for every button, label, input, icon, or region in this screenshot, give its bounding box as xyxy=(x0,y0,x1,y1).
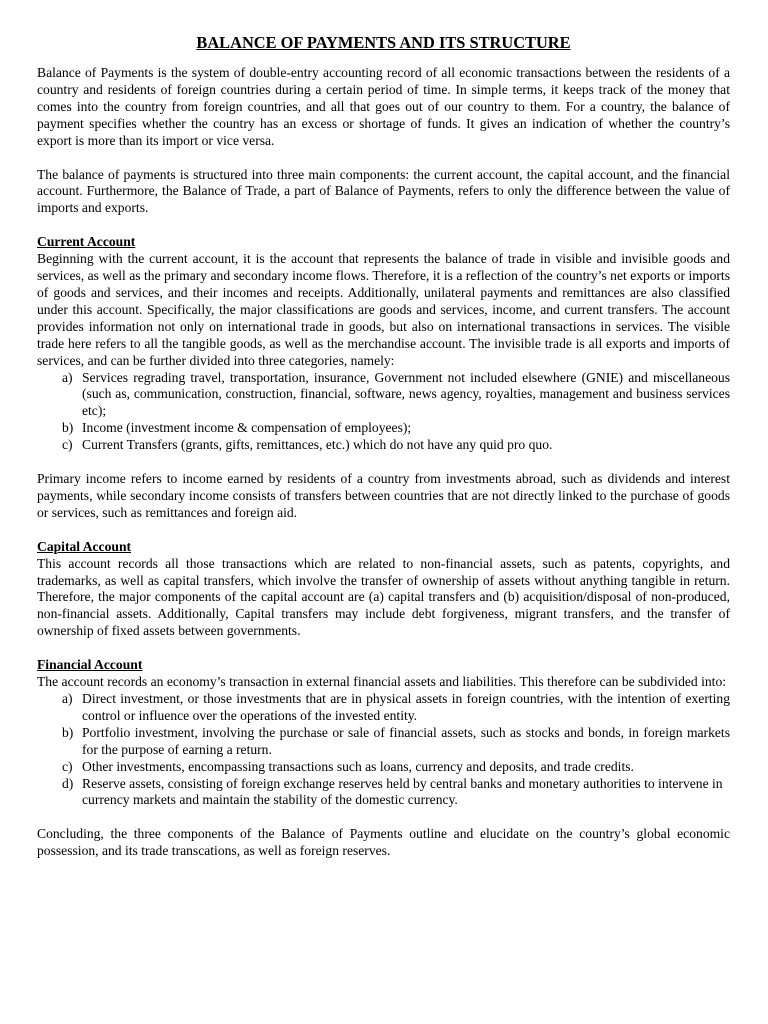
current-account-body: Beginning with the current account, it is the account that represents the balance of trade in visible and invisible goods and services, as well as the primary and secondary income flows. Therefore, it is a reflection of the country’s net exports or imports of goods and services, and their incomes and receipts. Additionally, unilateral payments and remittances are also classified under this account. Specifically, the major classifications are goods and services, income, and current transfers. The account provides information not only on international trade in goods, but also on international transactions in services. The visible trade here refers to all the tangible goods, as well as the merchandise account. The invisible trade is all exports and imports of services, and can be further divided into three categories, namely: xyxy=(37,251,730,368)
list-item-text: Income (investment income & compensation of employees); xyxy=(82,420,412,436)
list-item-text: Reserve assets, consisting of foreign exchange reserves held by central banks and monetary authorities to intervene in currency markets and maintain the stability of the domestic currency. xyxy=(82,775,723,808)
list-marker: a) xyxy=(62,369,73,385)
capital-account-heading: Capital Account xyxy=(37,538,132,554)
financial-account-list xyxy=(37,691,730,809)
intro-paragraph-2: The balance of payments is structured into three main components: the current account, the capital account, and the financial account. Furthermore, the Balance of Trade, a part of Balance of Payments, refers to only the difference between the value of imports and exports. xyxy=(37,166,730,216)
financial-account-body: The account records an economy’s transaction in external financial assets and liabilities. This therefore can be subdivided into: xyxy=(37,674,727,690)
conclusion-paragraph: Concluding, the three components of the Balance of Payments outline and elucidate on the country’s global economic possession, and its trade transcations, as well as foreign reserves. xyxy=(37,826,730,859)
list-marker: b) xyxy=(62,724,74,740)
list-marker: c) xyxy=(62,437,73,453)
list-item xyxy=(37,370,730,421)
current-account-heading: Current Account xyxy=(37,234,136,250)
list-item xyxy=(37,437,730,454)
list-marker: d) xyxy=(62,775,74,791)
income-explanation-paragraph: Primary income refers to income earned by residents of a country from investments abroad, such as dividends and interest payments, while secondary income consists of transfers between countries that are not directly linked to the purchase of goods or services, such as remittances and foreign aid. xyxy=(37,471,730,520)
list-item xyxy=(37,776,730,810)
list-item-text: Current Transfers (grants, gifts, remittances, etc.) which do not have any quid pro quo. xyxy=(82,437,553,453)
financial-account-heading: Financial Account xyxy=(37,657,143,673)
list-marker: a) xyxy=(62,691,73,706)
intro-paragraph-1: Balance of Payments is the system of double-entry accounting record of all economic transactions between the residents of a country and residents of foreign countries during a certain period of time. In simple terms, it keeps track of the money that comes into the country from foreign countries, and all that goes out of our country to them. For a country, the balance of payment specifies whether the country has an excess or shortage of funds. It gives an indication of whether the country’s export is more than its import or vice versa. xyxy=(37,65,730,148)
list-item-text: Services regrading travel, transportation, insurance, Government not included elsewhere (GNIE) and miscellaneous (such as, communication, construction, financial, software, news agency, royalties, management and business services etc); xyxy=(82,369,730,419)
list-marker: b) xyxy=(62,420,74,436)
capital-account-body: This account records all those transactions which are related to non-financial assets, such as patents, copyrights, and trademarks, as well as capital transfers, which involve the transfer of ownership of assets without anything tangible in return. Therefore, the major components of the capital account are (a) capital transfers and (b) acquisition/disposal of non-produced, non-financial assets. Additionally, Capital transfers may include debt forgiveness, migrant transfers, and the transfer of ownership of fixed assets between governments. xyxy=(37,555,730,639)
list-item-text: Portfolio investment, involving the purchase or sale of financial assets, such as stocks and bonds, in foreign markets for the purpose of earning a return. xyxy=(82,724,730,757)
document-title: BALANCE OF PAYMENTS AND ITS STRUCTURE xyxy=(196,33,571,52)
list-item xyxy=(37,691,730,725)
list-item-text: Other investments, encompassing transactions such as loans, currency and deposits, and trade credits. xyxy=(82,758,634,774)
list-item xyxy=(37,725,730,759)
list-item xyxy=(37,420,730,437)
current-account-list xyxy=(37,370,730,455)
list-item-text: Direct investment, or those investments that are in physical assets in foreign countries, with the intention of exerting control or influence over the operations of the invested entity. xyxy=(82,691,730,723)
list-item xyxy=(37,759,730,776)
list-marker: c) xyxy=(62,758,73,774)
